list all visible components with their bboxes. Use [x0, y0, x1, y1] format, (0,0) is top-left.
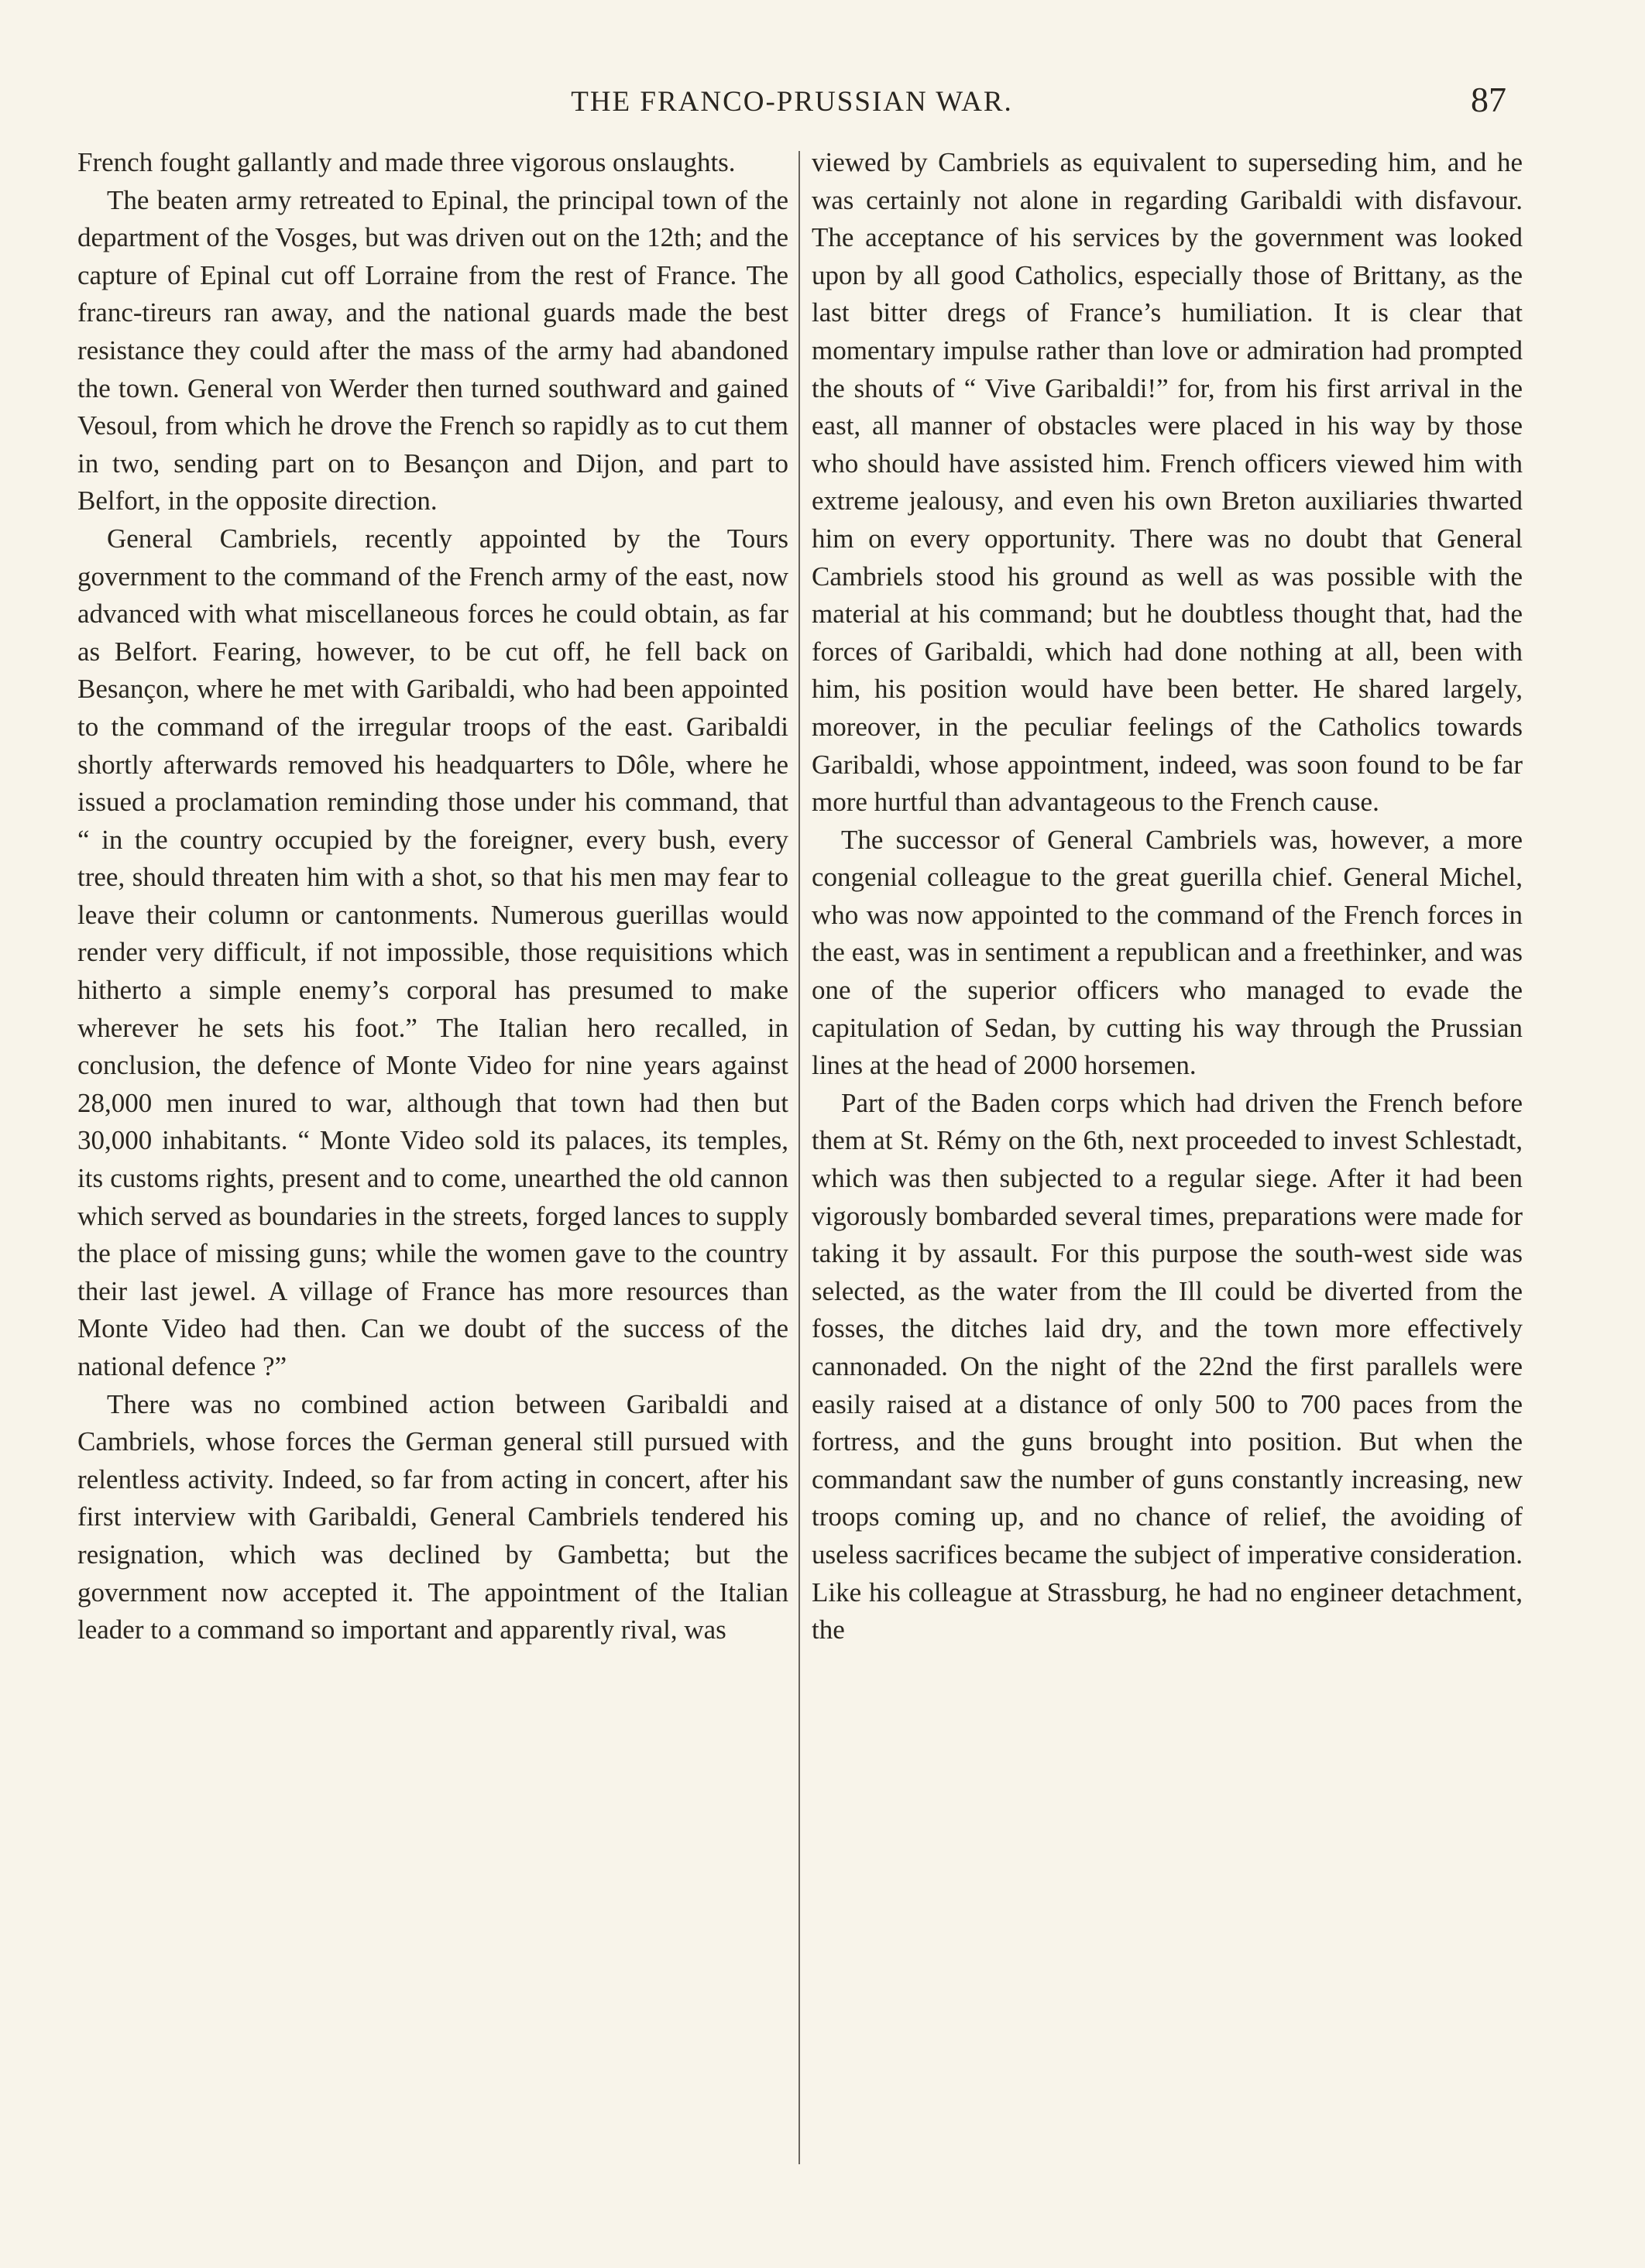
paragraph: General Cambriels, recently appointed by the Tours government to the command of the French army of the east, now advanced with what miscellaneous forces he could obtain, as far as Belfort. Fearing, however, to be cut off, he fell back on Besançon, where he met with Garibaldi, who had been appointed to the command of the irregular troops of the east. Garibaldi shortly afterwards removed his headquarters to Dôle, where he issued a proclamation reminding those under his command, that “ in the country occupied by the foreigner, every bush, every tree, should threaten him with a shot, so that his men may fear to leave their column or cantonments. Numerous guerillas would render very difficult, if not impossible, those requisitions which hitherto a simple enemy’s corporal has presumed to make wherever he sets his foot.” The Italian hero recalled, in conclusion, the defence of Monte Video for nine years against 28,000 men inured to war, although that town had then but 30,000 inhabitants. “ Monte Video sold its palaces, its temples, its customs rights, present and to come, unearthed the old cannon which served as boundaries in the streets, forged lances to supply the place of missing guns; while the women gave to the country their last jewel. A village of France has more resources than Monte Video had then. Can we doubt of the success of the national defence ?”: [77, 523, 788, 1381]
running-title: THE FRANCO-PRUSSIAN WAR.: [571, 86, 1013, 118]
right-column: [812, 144, 1523, 2235]
column-divider: [798, 151, 800, 2164]
paragraph: There was no combined action between Garibaldi and Cambriels, whose forces the German general still pursued with relentless activity. Indeed, so far from acting in concert, after his first interview with Garibaldi, General Cambriels tendered his resignation, which was declined by Gambetta; but the government now accepted it. The appointment of the Italian leader to a command so important and apparently rival, was: [77, 1388, 788, 1645]
running-head: [77, 77, 1506, 132]
paragraph: French fought gallantly and made three vigorous onslaughts.: [77, 147, 736, 177]
paragraph: viewed by Cambriels as equivalent to superseding him, and he was certainly not alone in regarding Garibaldi with disfavour. The acceptance of his services by the government was looked upon by all good Catholics, especially those of Brittany, as the last bitter dregs of France’s humiliation. It is clear that momentary impulse rather than love or admiration had prompted the shouts of “ Vive Garibaldi!” for, from his first arrival in the east, all manner of obstacles were placed in his way by those who should have assisted him. French officers viewed him with extreme jealousy, and even his own Breton auxiliaries thwarted him on every opportunity. There was no doubt that General Cambriels stood his ground as well as was possible with the material at his command; but he doubtless thought that, had the forces of Garibaldi, which had done nothing at all, been with him, his position would have been better. He shared largely, moreover, in the peculiar feelings of the Catholics towards Garibaldi, whose appointment, indeed, was soon found to be far more hurtful than advantageous to the French cause.: [812, 147, 1523, 818]
paragraph: Part of the Baden corps which had driven the French before them at St. Rémy on the 6th, next proceeded to invest Schlestadt, which was then subjected to a regular siege. After it had been vigorously bombarded several times, preparations were made for taking it by assault. For this purpose the south-west side was selected, as the water from the Ill could be diverted from the fosses, the ditches laid dry, and the town more effectively cannonaded. On the night of the 22nd the first parallels were easily raised at a distance of only 500 to 700 paces from the fortress, and the guns brought into position. But when the commandant saw the number of guns constantly increasing, new troops coming up, and no chance of relief, the avoiding of useless sacrifices became the subject of imperative consideration. Like his colleague at Strassburg, he had no engineer detachment, the: [812, 1087, 1523, 1645]
paragraph: The beaten army retreated to Epinal, the principal town of the department of the Vosges, but was driven out on the 12th; and the capture of Epinal cut off Lorraine from the rest of France. The franc-tireurs ran away, and the national guards made the best resistance they could after the mass of the army had abandoned the town. General von Werder then turned southward and gained Vesoul, from which he drove the French so rapidly as to cut them in two, sending part on to Besançon and Dijon, and part to Belfort, in the opposite direction.: [77, 184, 788, 516]
left-column: [77, 144, 788, 2235]
paragraph: The successor of General Cambriels was, however, a more congenial colleague to the great guerilla chief. General Michel, who was now appointed to the command of the French forces in the east, was in sentiment a republican and a freethinker, and was one of the superior officers who managed to evade the capitulation of Sedan, by cutting his way through the Prussian lines at the head of 2000 horsemen.: [812, 824, 1523, 1081]
page-number: 87: [1471, 80, 1506, 119]
